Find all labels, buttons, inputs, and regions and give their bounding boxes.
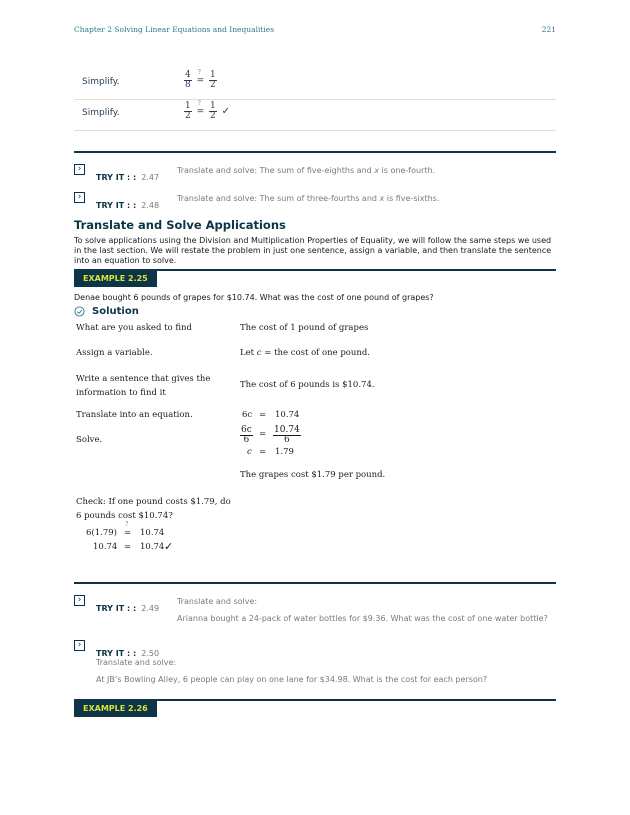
simplify-row	[74, 68, 556, 100]
conclusion: The grapes cost $1.79 per pound.	[240, 470, 386, 480]
solution-check-icon	[74, 306, 85, 317]
section-divider	[74, 151, 556, 153]
equation-rhs: 10.74	[275, 410, 300, 420]
simplify-math	[184, 99, 231, 122]
example-problem: Denae bought 6 pounds of grapes for $10.74. What was the cost of one pound of grapes?	[74, 293, 434, 302]
try-it-heading: TRY IT : : 2.48	[96, 201, 160, 210]
try-it-heading: TRY IT : : 2.47	[96, 173, 160, 182]
step-label: Solve.	[76, 435, 103, 445]
try-it-text: Translate and solve: The sum of five-eighths and x is one-fourth.	[177, 166, 436, 175]
equals-sign: =	[124, 542, 132, 552]
equals-sign: ? =	[196, 68, 205, 86]
step-value: The cost of 6 pounds is $10.74.	[240, 380, 375, 390]
page-number: 221	[541, 25, 556, 34]
check-text: Check: If one pound costs $1.79, do 6 pounds cost $10.74?	[76, 497, 231, 521]
try-it-text: Arianna bought a 24-pack of water bottles for $9.36. What was the cost of one water bottle?	[177, 614, 548, 623]
fraction: $\frac{1}{2}$	[210, 70, 216, 91]
section-divider	[74, 582, 556, 584]
step-label: Write a sentence that gives the information to find it	[76, 374, 211, 398]
simplify-row	[74, 99, 556, 131]
step-label: Translate into an equation.	[76, 410, 193, 420]
check-eq-rhs: 10.74	[140, 542, 165, 552]
section-title: Translate and Solve Applications	[74, 218, 286, 232]
step-value: The cost of 1 pound of grapes	[240, 323, 369, 333]
chevron-right-icon[interactable]: ›	[74, 640, 85, 651]
example-badge: EXAMPLE 2.26	[74, 700, 157, 717]
equals-sign: ? =	[196, 99, 205, 117]
section-paragraph: To solve applications using the Division and Multiplication Properties of Equality, we will follow the same steps we used in the last section. We will restate the problem in just one sentence, assign a variable, and then translate the sentence into an equation to solve.	[74, 236, 552, 266]
example-badge: EXAMPLE 2.25	[74, 270, 157, 287]
equals-sign: =	[259, 447, 267, 457]
fraction: $\frac{1}{2}$	[210, 101, 216, 122]
step-label: What are you asked to find	[76, 323, 192, 333]
equation-lhs-fraction: $\frac{6c}{6}$	[241, 424, 252, 445]
step-label: Assign a variable.	[76, 348, 153, 358]
check-eq-lhs: 6(1.79)	[86, 528, 117, 538]
check-mark: ✓	[221, 106, 231, 118]
check-mark: ✓	[164, 540, 174, 553]
chevron-right-icon[interactable]: ›	[74, 164, 85, 175]
check-eq-lhs: 10.74	[93, 542, 118, 552]
try-it-text: Translate and solve:	[96, 658, 177, 667]
chapter-header: Chapter 2 Solving Linear Equations and Inequalities	[74, 25, 275, 34]
step-value: Let c = the cost of one pound.	[240, 348, 371, 358]
chevron-right-icon[interactable]: ›	[74, 595, 85, 606]
try-it-heading: TRY IT : : 2.50	[96, 649, 160, 658]
equation-lhs: 6c	[242, 410, 253, 420]
equation-rhs-fraction: $\frac{10.74}{6}$	[274, 424, 300, 445]
solution-heading: Solution	[92, 306, 139, 317]
simplify-math	[184, 68, 217, 91]
equation-rhs: 1.79	[275, 447, 294, 457]
equals-sign: =	[259, 429, 267, 439]
chevron-right-icon[interactable]: ›	[74, 192, 85, 203]
simplify-label: Simplify.	[82, 77, 120, 87]
equation-lhs: c	[247, 447, 252, 457]
equals-sign: =	[259, 410, 267, 420]
equals-sign: ? =	[124, 521, 132, 538]
try-it-text: At JB’s Bowling Alley, 6 people can play on one lane for $34.98. What is the cost for each person?	[96, 675, 488, 684]
check-eq-rhs: 10.74	[140, 528, 165, 538]
fraction: $\frac{4}{8}$	[185, 70, 191, 91]
try-it-text: Translate and solve:	[177, 597, 258, 606]
try-it-text: Translate and solve: The sum of three-fourths and x is five-sixths.	[177, 194, 440, 203]
fraction: $\frac{1}{2}$	[185, 101, 191, 122]
simplify-label: Simplify.	[82, 108, 120, 118]
try-it-heading: TRY IT : : 2.49	[96, 604, 160, 613]
